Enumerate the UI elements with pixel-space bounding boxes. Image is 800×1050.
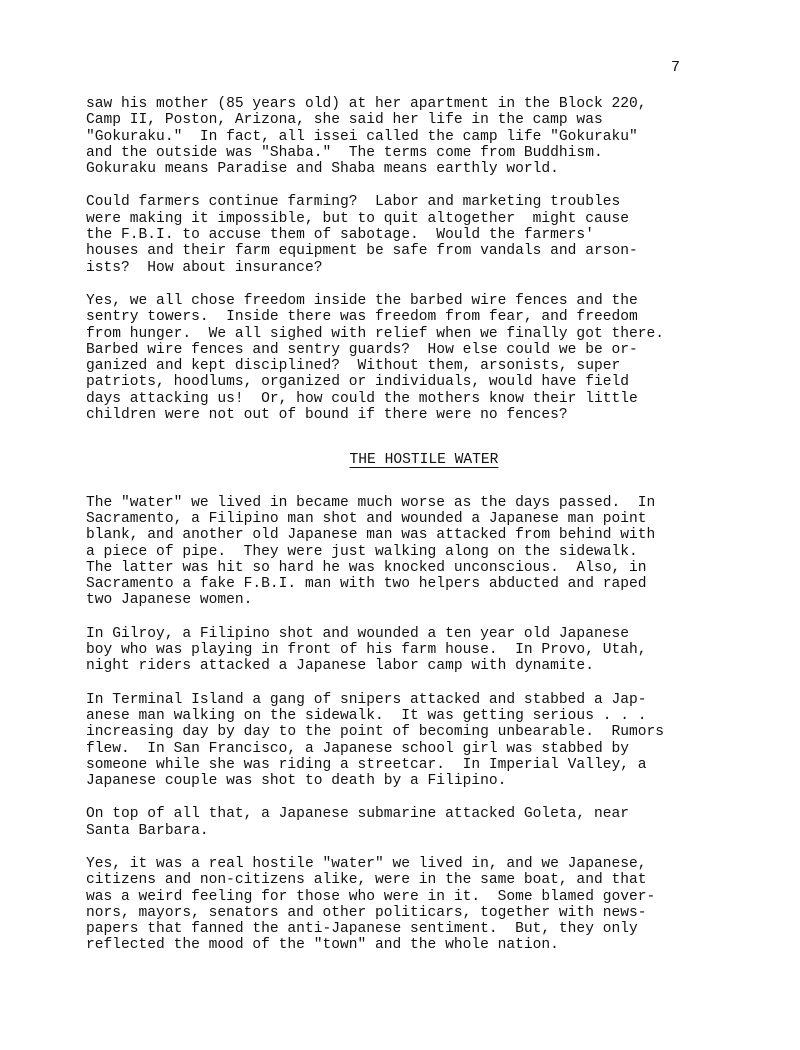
page-number: 7	[671, 59, 681, 76]
document-body	[86, 96, 786, 954]
paragraph: Yes, we all chose freedom inside the barbed wire fences and the sentry towers. Inside there was freedom from fear, and freedom from hunger. We all sighed with relief when we finally got there. Barbed wire fences and sentry guards? How else could we be or- ganized and kept disciplined? Without them, arsonists, super patriots, hoodlums, organized or individuals, would have field days attacking us! Or, how could the mothers know their little children were not out of bound if there were no fences?	[86, 292, 665, 424]
paragraph: saw his mother (85 years old) at her apartment in the Block 220, Camp II, Poston, Arizona, she said her life in the camp was "Gokuraku." In fact, all issei called the camp life "Gokuraku" and the outside was "Shaba." The terms come from Buddhism. Gokuraku means Paradise and Shaba means earthly world.	[86, 96, 647, 178]
paragraph: On top of all that, a Japanese submarine attacked Goleta, near Santa Barbara.	[86, 806, 629, 839]
section-heading-text: THE HOSTILE WATER	[349, 452, 499, 469]
paragraph: In Terminal Island a gang of snipers attacked and stabbed a Jap- anese man walking on the sidewalk. It was getting serious . . . increasing day by day to the point of becoming unbearable. Rumors flew. In San Francisco, a Japanese school girl was stabbed by someone while she was riding a streetcar. In Imperial Valley, a Japanese couple was shot to death by a Filipino.	[86, 691, 665, 790]
paragraph: Yes, it was a real hostile "water" we lived in, and we Japanese, citizens and non-citizens alike, were in the same boat, and that was a weird feeling for those who were in it. Some blamed gover- nors, mayors, senators and other politicars, together with news- papers that fanned the anti-Japanese sentiment. But, they only reflected the mood of the "town" and the whole nation.	[86, 855, 656, 954]
paragraph: In Gilroy, a Filipino shot and wounded a ten year old Japanese boy who was playing in front of his farm house. In Provo, Utah, night riders attacked a Japanese labor camp with dynamite.	[86, 625, 647, 675]
section-heading	[240, 452, 544, 468]
paragraph: Could farmers continue farming? Labor and marketing troubles were making it impossible, but to quit altogether might cause the F.B.I. to accuse them of sabotage. Would the farmers' houses and their farm equipment be safe from vandals and arson- ists? How about insurance?	[86, 194, 638, 276]
paragraph: The "water" we lived in became much worse as the days passed. In Sacramento, a Filipino man shot and wounded a Japanese man point blank, and another old Japanese man was attacked from behind with a piece of pipe. They were just walking along on the sidewalk. The latter was hit so hard he was knocked unconscious. Also, in Sacramento a fake F.B.I. man with two helpers abducted and raped two Japanese women.	[86, 494, 656, 609]
